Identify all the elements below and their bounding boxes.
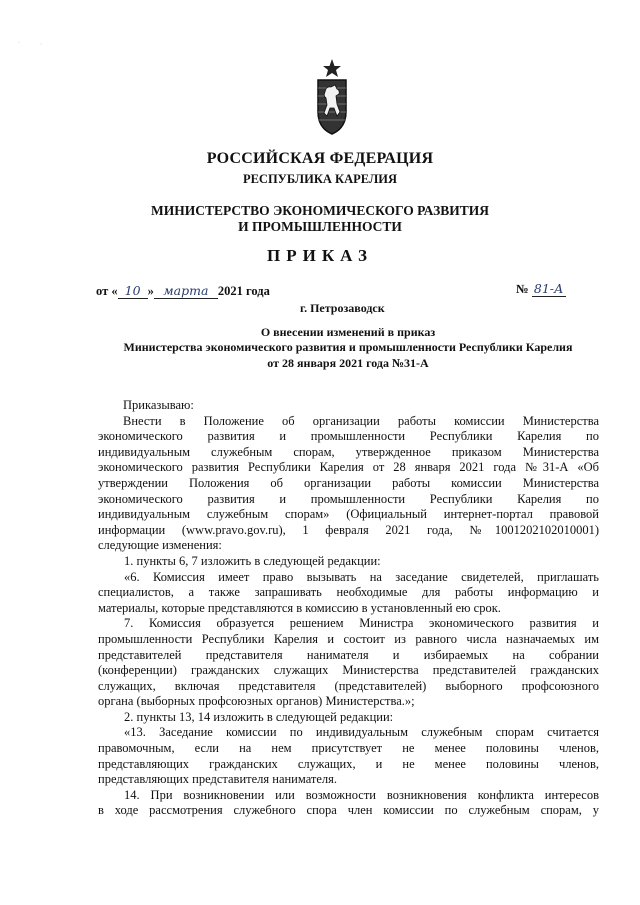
body-line: экономического развития Республики Карелия от 28 января 2021 года №31-А «Об: [98, 460, 599, 475]
subject-line3: от 28 января 2021 года №31-А: [267, 356, 429, 370]
body-line: утверждении Положения об организации работы комиссии Министерства: [98, 475, 599, 490]
subject-line1: О внесении изменений в приказ: [260, 325, 436, 339]
date-day-handwritten: 10: [118, 283, 148, 299]
document-type-title: ПРИКАЗ: [267, 246, 373, 265]
body-line: экономического развития и промышленности Республики Карелия по: [98, 491, 599, 506]
body-line: экономического развития и промышленности Республики Карелия по: [98, 429, 599, 444]
number-handwritten: 81-А: [532, 281, 566, 297]
body-line: 14. При возникновении или возможности возникновения конфликта интересов: [124, 787, 599, 802]
scan-speck: ·: [18, 40, 20, 46]
body-line: органа (выборных профсоюзных органов) Министерства.»;: [98, 694, 415, 709]
body-line: индивидуальным служебным спорам, утвержденное приказом Министерства: [98, 444, 599, 459]
body-line: промышленности Республики Карелия и состоит из равного числа назначаемых им: [98, 631, 599, 646]
body-line: материалы, которые представляются в комиссию в установленный ею срок.: [98, 600, 501, 615]
body-line: (конференции) гражданских служащих Министерства представителей гражданских: [98, 663, 599, 678]
body-line: 7. Комиссия образуется решением Министра экономического развития и: [124, 616, 599, 631]
city: г. Петрозаводск: [300, 301, 385, 315]
body-line: «6. Комиссия имеет право вызывать на заседание свидетелей, приглашать: [124, 569, 599, 584]
date-year: 2021 года: [217, 284, 270, 298]
header-federation: РОССИЙСКАЯ ФЕДЕРАЦИЯ: [206, 150, 434, 167]
body-line: информации (www.pravo.gov.ru), 1 февраля 2021 года, №1001202102010001): [98, 522, 599, 537]
body-line: Приказываю:: [123, 398, 194, 412]
body-line: Внести в Положение об организации работы комиссии Министерства: [123, 413, 599, 428]
karelia-coat-of-arms-icon: [312, 58, 352, 138]
order-number: [516, 281, 566, 297]
body-line: представляющих гражданских служащих, и не менее половины членов,: [98, 756, 599, 771]
order-date: [96, 283, 270, 299]
body-line: служащих, включая представителя (представителей) выборного профсоюзного: [98, 678, 599, 693]
order-body: [98, 398, 599, 819]
date-month-handwritten: марта: [154, 283, 218, 299]
body-line: правомочным, если на нем присутствует не менее половины членов,: [98, 741, 599, 756]
date-mid: »: [147, 284, 154, 298]
body-line: «13. Заседание комиссии по индивидуальным служебным спорам считается: [124, 725, 599, 740]
body-line: 2. пункты 13, 14 изложить в следующей редакции:: [124, 709, 394, 724]
date-prefix: от «: [96, 284, 118, 298]
header-ministry-line1: МИНИСТЕРСТВО ЭКОНОМИЧЕСКОГО РАЗВИТИЯ: [151, 203, 489, 218]
body-line: представителей представителя нанимателя и избираемых на собрании: [98, 647, 599, 662]
body-line: в ходе рассмотрения служебного спора член комиссии по служебным спорам, у: [98, 803, 599, 818]
scan-speck: ·: [40, 42, 42, 48]
header-republic: РЕСПУБЛИКА КАРЕЛИЯ: [242, 172, 398, 186]
body-line: следующие изменения:: [98, 538, 222, 553]
number-prefix: №: [516, 282, 529, 296]
header-ministry-line2: И ПРОМЫШЛЕННОСТИ: [238, 219, 402, 234]
body-line: 1. пункты 6, 7 изложить в следующей редакции:: [124, 553, 381, 568]
body-line: представляющих представителя нанимателя.: [98, 772, 338, 787]
body-line: специалистов, а также запрашивать необходимые для работы информацию и: [98, 585, 599, 600]
subject-line2: Министерства экономического развития и промышленности Республики Карелия: [123, 340, 573, 354]
body-line: индивидуальным служебным спорам» (Официальный интернет-портал правовой: [98, 507, 599, 522]
